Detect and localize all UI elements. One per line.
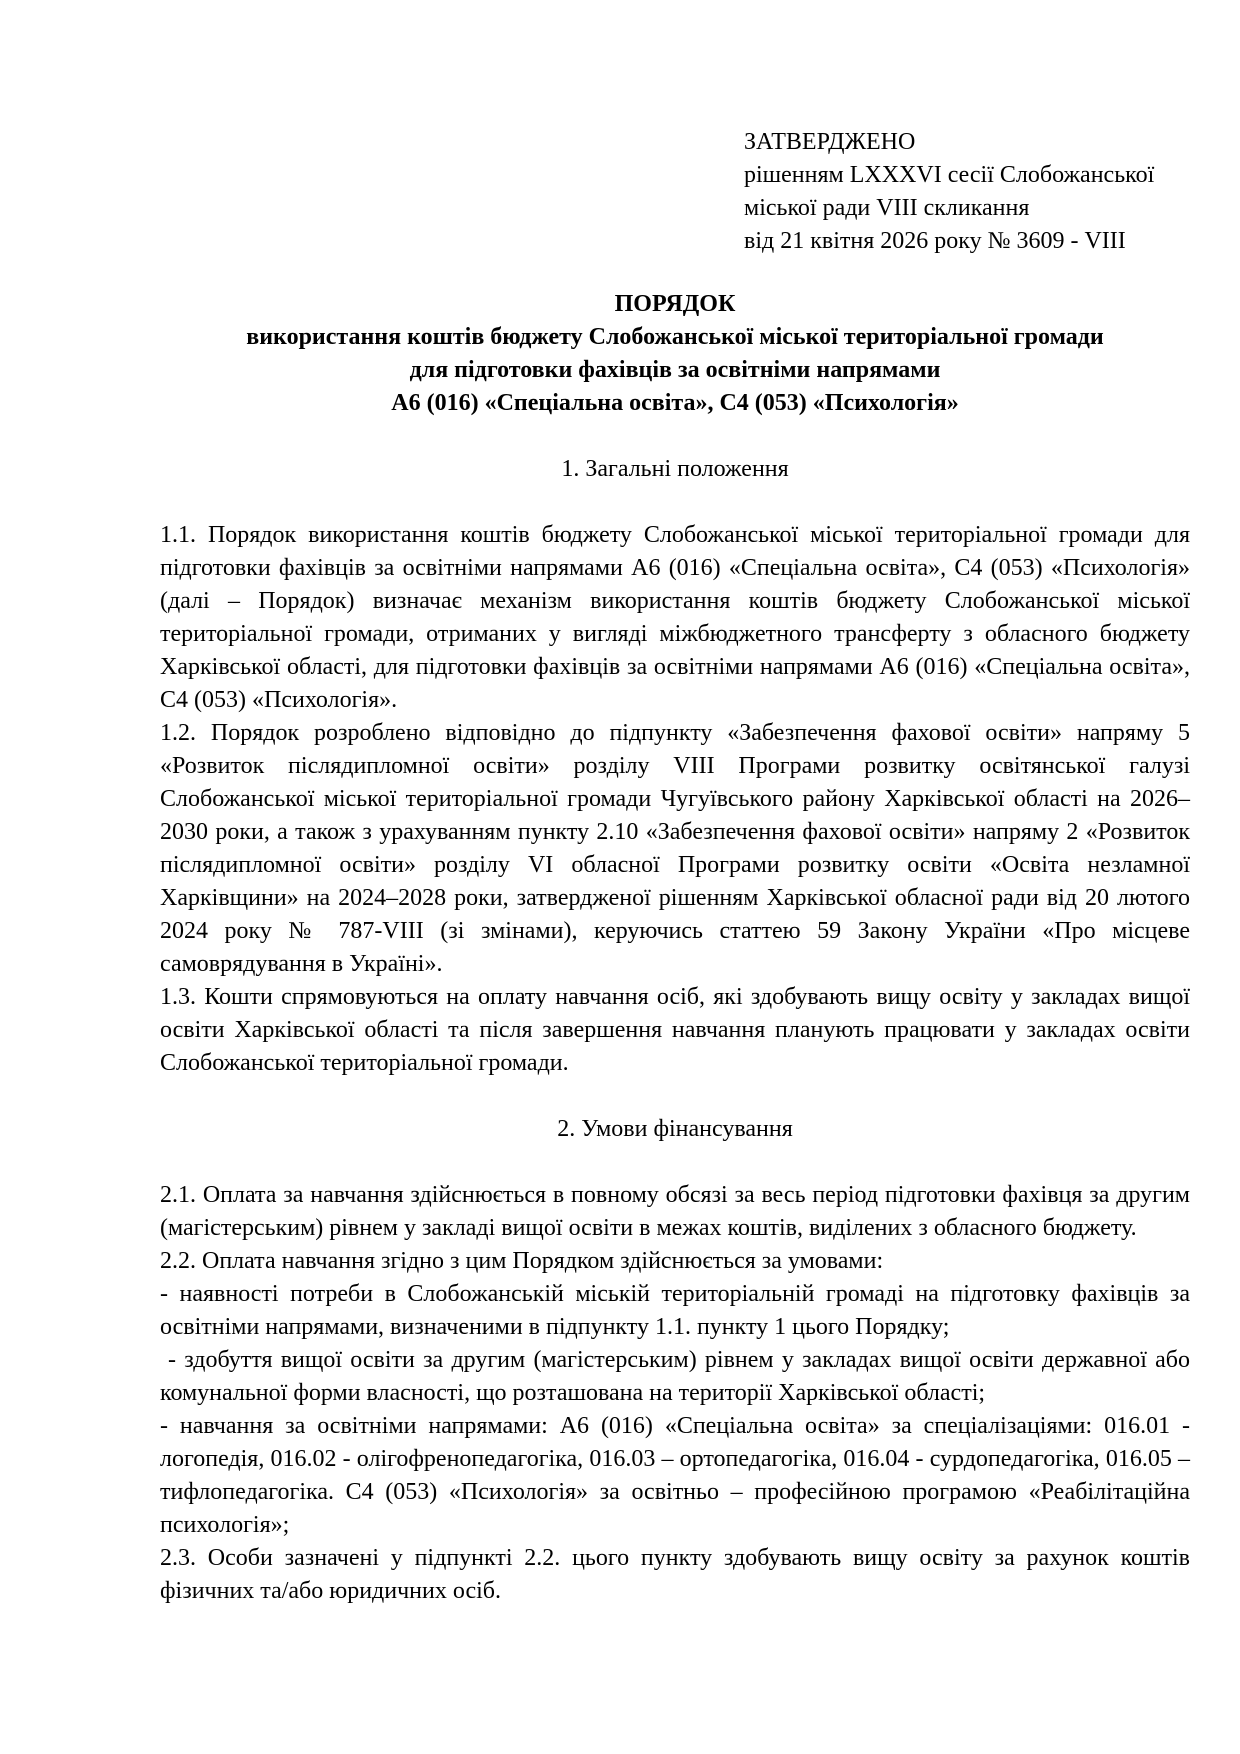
paragraph-2-3: 2.3. Особи зазначені у підпункті 2.2. цього пункту здобувають вищу освіту за рахунок коштів фізичних та/або юридичних осіб. [160,1545,1190,1604]
paragraph-1-2: 1.2. Порядок розроблено відповідно до підпункту «Забезпечення фахової освіти» напряму 5 «Розвиток післядипломної освіти» розділу VIII Програми розвитку освітянської галузі Слобожанської міської територіальної громади Чугуївського району Харківської області на 2026–2030 роки, а також з урахуванням пункту 2.10 «Забезпечення фахової освіти» напряму 2 «Розвиток післядипломної освіти» розділу VI обласної Програми розвитку освіти «Освіта незламної Харківщини» на 2024–2028 роки, затвердженої рішенням Харківської обласної ради від 20 лютого 2024 року № 787-VIII (зі змінами), керуючись статтею 59 Закону України «Про місцеве самоврядування в Україні». [160,720,1190,977]
section-1-heading: 1. Загальні положення [561,456,789,482]
approval-block [744,126,1196,258]
approval-decision-line: рішенням LXXXVI сесії Слобожанської [744,162,1155,188]
title-subtitle-line-2: для підготовки фахівців за освітніми напрямами [409,357,941,383]
section-1-body [160,519,1190,1080]
paragraph-2-2-condition-degree: - здобуття вищої освіти за другим (магістерським) рівнем у закладах вищої освіти державної або комунальної форми власності, що розташована на території Харківської області; [160,1347,1190,1406]
approval-stamp-word: ЗАТВЕРДЖЕНО [744,129,916,155]
paragraph-1-1: 1.1. Порядок використання коштів бюджету Слобожанської міської територіальної громади для підготовки фахівців за освітніми напрямами А6 (016) «Спеціальна освіта», С4 (053) «Психологія» (далі – Порядок) визначає механізм використання коштів бюджету Слобожанської міської територіальної громади, отриманих у вигляді міжбюджетного трансферту з обласного бюджету Харківської області, для підготовки фахівців за освітніми напрямами А6 (016) «Спеціальна освіта», С4 (053) «Психологія». [160,522,1190,713]
section-2-body [160,1179,1190,1608]
document-title-block [160,288,1190,420]
paragraph-2-2-intro: 2.2. Оплата навчання згідно з цим Порядком здійснюється за умовами: [160,1248,884,1274]
title-subtitle-line-3: А6 (016) «Спеціальна освіта», С4 (053) «Психологія» [391,390,959,416]
paragraph-2-2-condition-need: - наявності потреби в Слобожанській міській територіальній громаді на підготовку фахівців за освітніми напрямами, визначеними в підпункту 1.1. пункту 1 цього Порядку; [160,1281,1190,1340]
paragraph-2-1: 2.1. Оплата за навчання здійснюється в повному обсязі за весь період підготовки фахівця за другим (магістерським) рівнем у закладі вищої освіти в межах коштів, виділених з обласного бюджету. [160,1182,1190,1241]
approval-council-line: міської ради VIII скликання [744,195,1030,221]
paragraph-2-2-condition-programs: - навчання за освітніми напрямами: А6 (016) «Спеціальна освіта» за спеціалізаціями: 016.01 - логопедія, 016.02 - олігофренопедагогіка, 016.03 – ортопедагогіка, 016.04 - сурдопедагогіка, 016.05 – тифлопедагогіка. С4 (053) «Психологія» за освітньо – професійною програмою «Реабілітаційна психологія»; [160,1413,1190,1538]
section-2-heading: 2. Умови фінансування [557,1116,793,1142]
paragraph-1-3: 1.3. Кошти спрямовуються на оплату навчання осіб, які здобувають вищу освіту у закладах вищої освіти Харківської області та після завершення навчання планують працювати у закладах освіти Слобожанської територіальної громади. [160,984,1190,1076]
approval-date-number-line: від 21 квітня 2026 року № 3609 - VIII [744,228,1126,254]
document-title: ПОРЯДОК [614,291,736,317]
title-subtitle-line-1: використання коштів бюджету Слобожанської міської територіальної громади [246,324,1104,350]
